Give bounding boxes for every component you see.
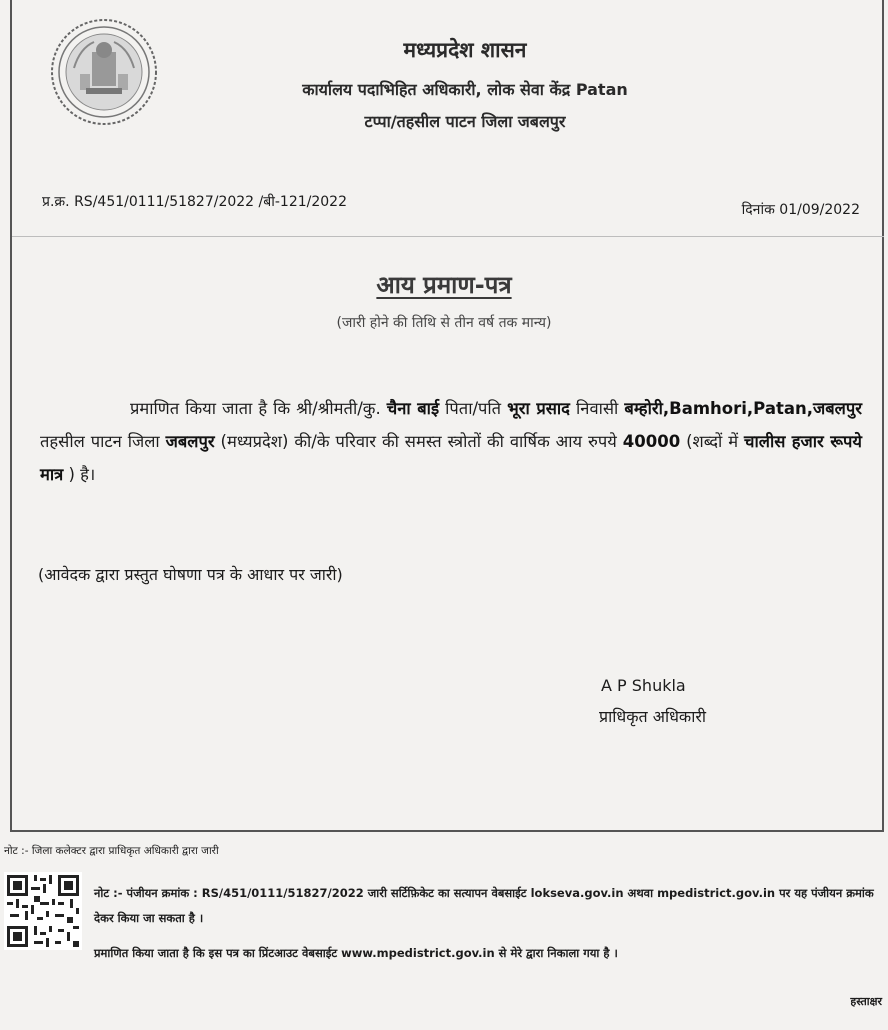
office-location: टप्पा/तहसील पाटन जिला जबलपुर: [364, 112, 566, 131]
annual-income: 40000: [622, 432, 681, 451]
district-name: जबलपुर: [165, 432, 215, 451]
printout-note: प्रमाणित किया जाता है कि इस पत्र का प्रिंटआउट वेबसाईट www.mpedistrict.gov.in से मेरे द्वारा निकाला गया है ।: [94, 946, 618, 960]
office-name: कार्यालय पदाभिहित अधिकारी, लोक सेवा केंद्र Patan: [302, 80, 628, 99]
body-text-2: पिता/पति: [445, 399, 502, 418]
date-label: दिनांक: [741, 202, 775, 218]
government-name: मध्यप्रदेश शासन: [403, 38, 527, 62]
mp-government-emblem-icon: [50, 18, 158, 126]
certificate-body: [40, 392, 862, 491]
verification-note: नोट :- पंजीयन क्रमांक : RS/451/0111/51827/2022 जारी सर्टिफ़िकेट का सत्यापन वेबसाईट lokseva.gov.in अथवा mpedistrict.gov.in पर यह पंजीयन क्रमांक देकर किया जा सकता है ।: [94, 886, 874, 925]
income-in-words: चालीस हजार रूपये मात्र: [40, 432, 862, 484]
reference-number: [42, 192, 347, 211]
applicant-address: बम्होरी,Bamhori,Patan,जबलपुर: [624, 399, 862, 418]
reference-value: RS/451/0111/51827/2022 /बी-121/2022: [74, 194, 347, 210]
father-husband-name: भूरा प्रसाद: [507, 399, 570, 418]
signatory-designation: प्राधिकृत अधिकारी: [599, 707, 707, 726]
qr-code-icon: [4, 872, 82, 950]
body-text-3: निवासी: [576, 399, 619, 418]
signatory-name: A P Shukla: [601, 676, 686, 695]
reference-label: प्र.क्र.: [42, 194, 70, 210]
issue-date: [742, 200, 860, 219]
declaration-note: (आवेदक द्वारा प्रस्तुत घोषणा पत्र के आधार पर जारी): [38, 565, 343, 584]
header-divider: [12, 236, 884, 237]
certificate-title: आय प्रमाण-पत्र: [376, 271, 512, 299]
signature-label: हस्ताक्षर: [850, 995, 882, 1008]
body-text-7: ) है।: [68, 465, 96, 484]
certificate-validity: (जारी होने की तिथि से तीन वर्ष तक मान्य): [336, 315, 552, 331]
issued-by-note: नोट :- जिला कलेक्टर द्वारा प्राधिकृत अधिकारी द्वारा जारी: [4, 845, 219, 857]
body-text-6: (शब्दों में: [686, 432, 739, 451]
body-text-1: प्रमाणित किया जाता है कि श्री/श्रीमती/कु.: [130, 399, 381, 418]
body-text-5: (मध्यप्रदेश) की/के परिवार की समस्त स्त्रोतों की वार्षिक आय रुपये: [220, 432, 617, 451]
applicant-name: चैना बाई: [386, 399, 440, 418]
date-value: 01/09/2022: [779, 202, 860, 218]
body-text-4: तहसील पाटन जिला: [40, 432, 160, 451]
